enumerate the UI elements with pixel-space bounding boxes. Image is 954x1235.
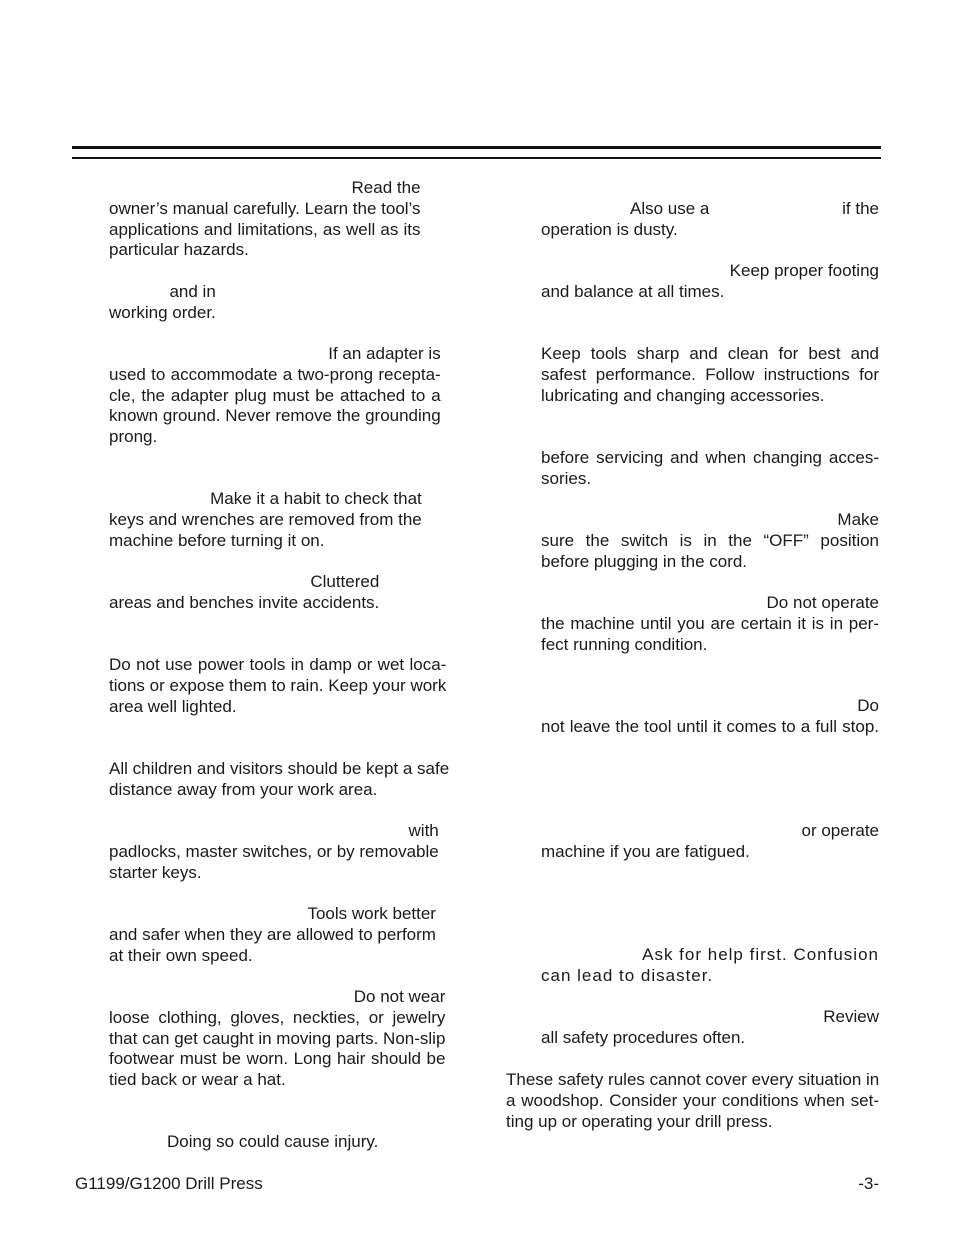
text-line: used to accommodate a two-prong recepta- — [109, 364, 441, 384]
text-line: loose clothing, gloves, neckties, or jewelry — [109, 1007, 446, 1027]
text-line: If an adapter is — [328, 344, 441, 363]
text-line: known ground. Never remove the grounding — [109, 406, 441, 426]
rule-keys — [109, 489, 422, 551]
text-line: can lead to disaster. — [541, 965, 714, 985]
rule-environment — [109, 655, 446, 717]
text-fragment: Also use a — [630, 199, 710, 218]
text-line: Tools work better — [307, 904, 436, 923]
rule-no-force — [109, 904, 436, 966]
text-line: at their own speed. — [109, 945, 253, 965]
rule-guards — [109, 282, 216, 324]
header-rule-bottom — [72, 157, 881, 159]
text-line: padlocks, master switches, or by removable — [109, 841, 439, 861]
rule-clean-area — [109, 572, 379, 614]
text-line: and in — [169, 282, 216, 301]
rule-disconnect — [541, 448, 879, 490]
rule-footing — [541, 261, 879, 303]
text-line: Do — [857, 696, 879, 715]
rule-fatigue — [541, 821, 879, 863]
text-line: safest performance. Follow instructions for — [541, 364, 879, 384]
text-line: that can get caught in moving parts. Non-slip — [109, 1028, 446, 1048]
text-line — [541, 199, 879, 220]
text-line: starter keys. — [109, 862, 202, 882]
text-line: Keep tools sharp and clean for best and — [541, 344, 879, 363]
text-line: working order. — [109, 302, 216, 322]
text-line: prong. — [109, 427, 158, 447]
rule-unattended — [541, 696, 879, 738]
footer-model: G1199/G1200 Drill Press — [75, 1174, 263, 1193]
text-line: before plugging in the cord. — [541, 551, 748, 571]
text-line: tions or expose them to rain. Keep your work — [109, 675, 447, 695]
text-line: ting up or operating your drill press. — [506, 1111, 773, 1131]
rule-childproof — [109, 821, 439, 883]
text-line: a woodshop. Consider your conditions when set- — [506, 1090, 879, 1110]
text-line: Read the — [351, 178, 421, 197]
text-line: cle, the adapter plug must be attached to a — [109, 385, 441, 405]
text-line: These safety rules cannot cover every situation in — [506, 1070, 880, 1089]
rule-switch-off — [541, 510, 879, 572]
text-line: sories. — [541, 468, 592, 488]
text-line: sure the switch is in the “OFF” position — [541, 530, 879, 550]
text-line: and safer when they are allowed to perform — [109, 924, 436, 944]
text-line: distance away from your work area. — [109, 779, 378, 799]
rule-ask-help — [541, 945, 879, 987]
closing-paragraph — [506, 1070, 879, 1132]
text-line: Review — [823, 1007, 879, 1026]
text-line: Cluttered — [310, 572, 380, 591]
rule-damaged-parts — [541, 593, 879, 655]
rule-review — [541, 1007, 879, 1049]
text-line: All children and visitors should be kept a safe — [109, 759, 450, 778]
text-line: with — [408, 821, 439, 840]
rule-apparel — [109, 987, 445, 1091]
text-line: machine if you are fatigued. — [541, 841, 750, 861]
text-fragment: if the — [842, 199, 879, 218]
text-line: lubricating and changing accessories. — [541, 385, 825, 405]
text-line: or operate — [801, 821, 879, 840]
text-line: the machine until you are certain it is in per- — [541, 613, 879, 633]
text-line: operation is dusty. — [541, 219, 678, 239]
text-line: keys and wrenches are removed from the — [109, 509, 422, 529]
text-line: owner’s manual carefully. Learn the tool’s — [109, 198, 421, 218]
text-line: machine before turning it on. — [109, 530, 325, 550]
rule-injury — [167, 1132, 378, 1153]
rule-read-manual — [109, 178, 421, 261]
text-line: particular hazards. — [109, 240, 249, 260]
text-line: tied back or wear a hat. — [109, 1070, 286, 1090]
text-line: Do not wear — [353, 987, 446, 1006]
text-line: applications and limitations, as well as its — [109, 219, 421, 239]
text-line: Do not operate — [766, 593, 879, 612]
text-line: Doing so could cause injury. — [167, 1132, 379, 1151]
text-line: footwear must be worn. Long hair should be — [109, 1049, 446, 1069]
text-line: Make — [837, 510, 879, 529]
text-line: all safety procedures often. — [541, 1027, 746, 1047]
text-line: areas and benches invite accidents. — [109, 592, 380, 612]
text-line: Ask for help first. Confusion — [642, 945, 879, 964]
text-line: and balance at all times. — [541, 281, 725, 301]
text-line: not leave the tool until it comes to a full stop. — [541, 716, 879, 736]
rule-dust-mask — [541, 199, 879, 241]
text-line: before servicing and when changing acces- — [541, 448, 879, 467]
footer-page-number: -3- — [858, 1174, 879, 1193]
text-line: area well lighted. — [109, 696, 237, 716]
rule-maintain — [541, 344, 879, 406]
header-rule-top — [72, 146, 881, 149]
text-line: Make it a habit to check that — [210, 489, 422, 508]
text-line: Do not use power tools in damp or wet loca- — [109, 655, 447, 674]
rule-grounding — [109, 344, 441, 448]
rule-children — [109, 759, 449, 801]
text-line: fect running condition. — [541, 634, 708, 654]
text-line: Keep proper footing — [729, 261, 879, 280]
